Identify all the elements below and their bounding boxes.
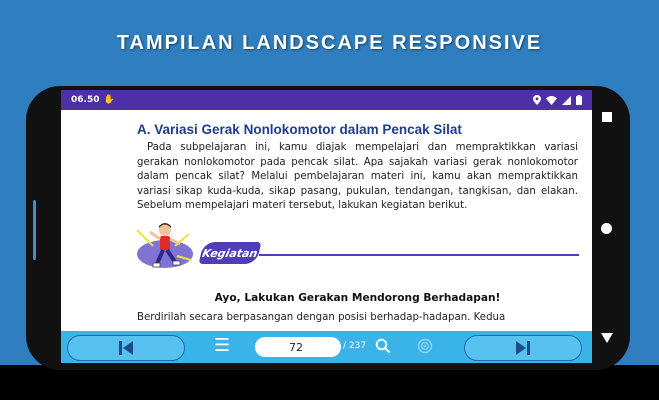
system-nav-bar	[592, 90, 622, 363]
kegiatan-badge	[199, 242, 262, 264]
search-icon[interactable]	[375, 338, 391, 354]
kegiatan-banner	[135, 220, 578, 280]
page-number-input[interactable]	[255, 337, 341, 357]
kegiatan-divider	[259, 254, 579, 256]
wifi-icon	[546, 96, 557, 105]
previous-page-button[interactable]	[67, 335, 185, 361]
activity-title: Ayo, Lakukan Gerakan Mendorong Berhadapan!	[214, 291, 501, 304]
intro-paragraph: Pada subpelajaran ini, kamu diajak mempelajari dan mempraktikkan variasi gerakan nonlokomotor pada pencak silat. Apa sajakah variasi gerak nonlokomotor dalam pencak silat? Melalui pembelajaran materi ini, kamu akan mempraktikkan variasi sikap kuda-kuda, sikap pasang, pukulan, tendangan, tangkisan, dan elakan. Sebelum mempelajari materi tersebut, lakukan kegiatan berikut.	[137, 142, 578, 212]
skip-next-icon	[514, 341, 532, 355]
hand-icon: ✋	[103, 95, 115, 105]
status-icons	[533, 95, 582, 105]
menu-icon[interactable]: ☰	[214, 335, 231, 356]
phone-side-button	[33, 200, 36, 260]
next-page-button[interactable]	[464, 335, 582, 361]
bottom-band	[0, 365, 659, 400]
status-time: 06.50	[71, 95, 100, 105]
settings-icon[interactable]	[417, 338, 433, 354]
activity-text: Berdirilah secara berpasangan dengan posisi berhadap-hadapan. Kedua	[137, 311, 506, 323]
page-total: / 237	[343, 341, 367, 351]
skip-previous-icon	[117, 341, 135, 355]
location-icon	[533, 95, 541, 105]
student-illustration-icon	[135, 220, 195, 276]
kegiatan-label: Kegiatan	[201, 246, 259, 260]
book-page	[61, 110, 592, 334]
reader-toolbar	[61, 331, 592, 363]
back-button[interactable]	[601, 333, 613, 343]
signal-icon	[562, 96, 571, 105]
status-bar	[61, 90, 592, 110]
promo-title: TAMPILAN LANDSCAPE RESPONSIVE	[116, 32, 543, 54]
recent-apps-button[interactable]	[602, 112, 612, 122]
battery-icon	[576, 95, 582, 105]
home-button[interactable]	[601, 223, 612, 234]
app-screen	[61, 90, 592, 363]
section-heading: A. Variasi Gerak Nonlokomotor dalam Pencak Silat	[137, 122, 462, 137]
